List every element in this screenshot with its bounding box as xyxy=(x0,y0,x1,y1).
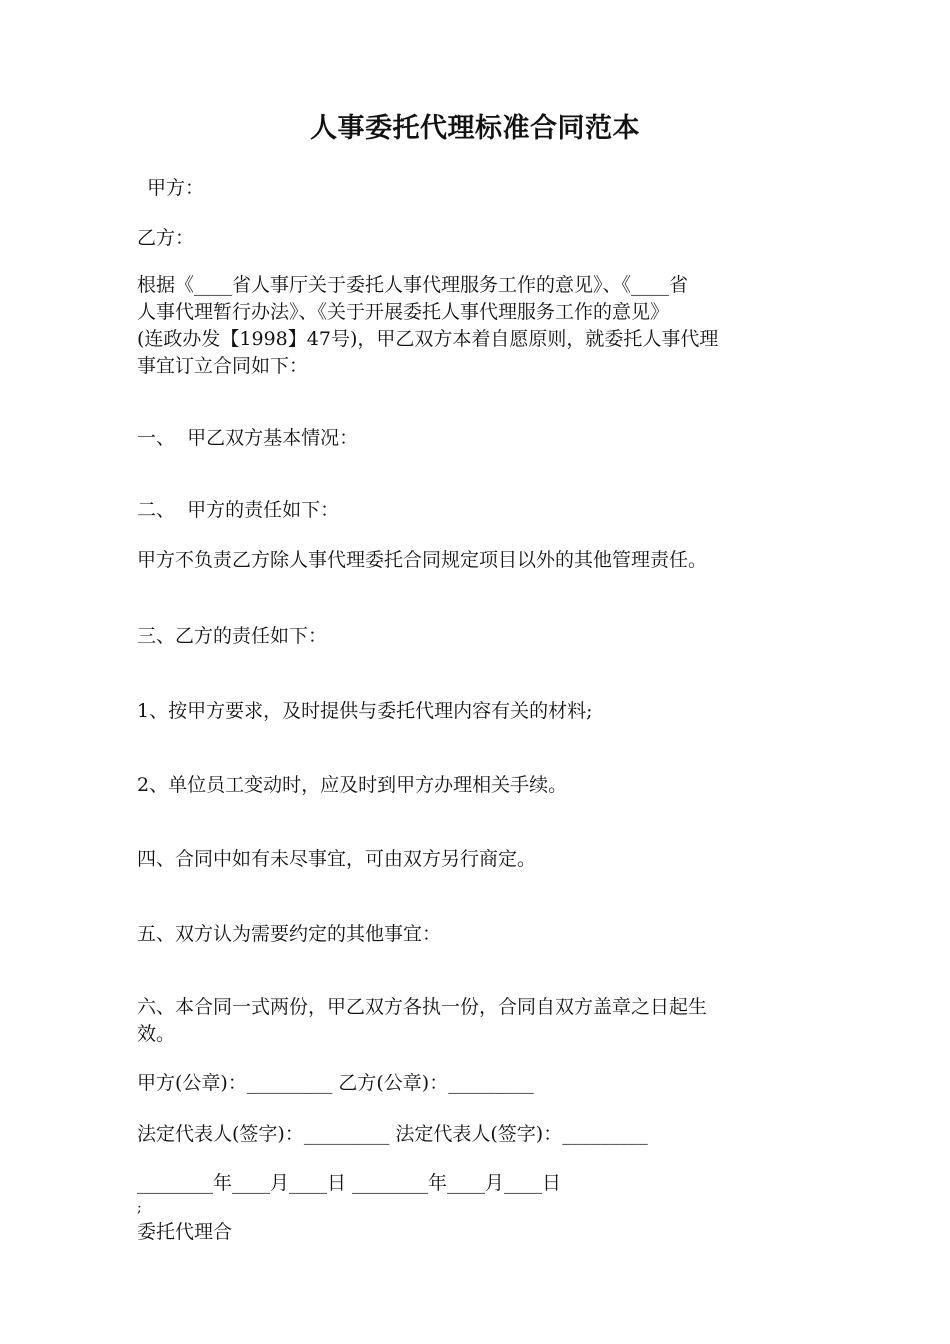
section-heading-3: 三、乙方的责任如下： xyxy=(137,625,328,647)
party-b-label: 乙方： xyxy=(137,227,195,249)
trailing-text: 委托代理合 xyxy=(137,1221,233,1243)
seal-line: 甲方(公章)：_________ 乙方(公章)：_________ xyxy=(137,1072,534,1094)
preamble-paragraph xyxy=(137,272,817,380)
section-2-body: 甲方不负责乙方除人事代理委托合同规定项目以外的其他管理责任。 xyxy=(137,549,708,571)
preamble-line: (连政办发【1998】47号)，甲乙双方本着自愿原则，就委托人事代理 xyxy=(137,328,719,350)
preamble-line: 事宜订立合同如下： xyxy=(137,355,309,377)
section-heading-1: 一、 甲乙双方基本情况： xyxy=(137,427,359,449)
document-title: 人事委托代理标准合同范本 xyxy=(310,113,640,144)
preamble-line: 人事代理暂行办法》、《关于开展委托人事代理服务工作的意见》 xyxy=(137,301,670,323)
section-6-line: 六、本合同一式两份，甲乙双方各执一份，合同自双方盖章之日起生 xyxy=(137,996,708,1018)
section-heading-4: 四、合同中如有未尽事宜，可由双方另行商定。 xyxy=(137,848,537,870)
list-item-2: 2、单位员工变动时，应及时到甲方办理相关手续。 xyxy=(137,774,568,796)
section-6-paragraph xyxy=(137,994,817,1048)
date-line: ________年____月____日 ________年____月____日 xyxy=(137,1172,562,1194)
list-item-1: 1、按甲方要求，及时提供与委托代理内容有关的材料; xyxy=(137,700,593,722)
representative-signature-line: 法定代表人(签字)：_________ 法定代表人(签字)：_________ xyxy=(137,1123,648,1145)
section-heading-2: 二、 甲方的责任如下： xyxy=(137,499,340,521)
section-6-line: 效。 xyxy=(137,1023,176,1045)
section-heading-5: 五、双方认为需要约定的其他事宜： xyxy=(137,923,442,945)
semicolon-mark: ; xyxy=(137,1200,142,1216)
preamble-line: 根据《____省人事厅关于委托人事代理服务工作的意见》、《____省 xyxy=(137,274,689,296)
party-a-label: 甲方： xyxy=(147,177,205,199)
